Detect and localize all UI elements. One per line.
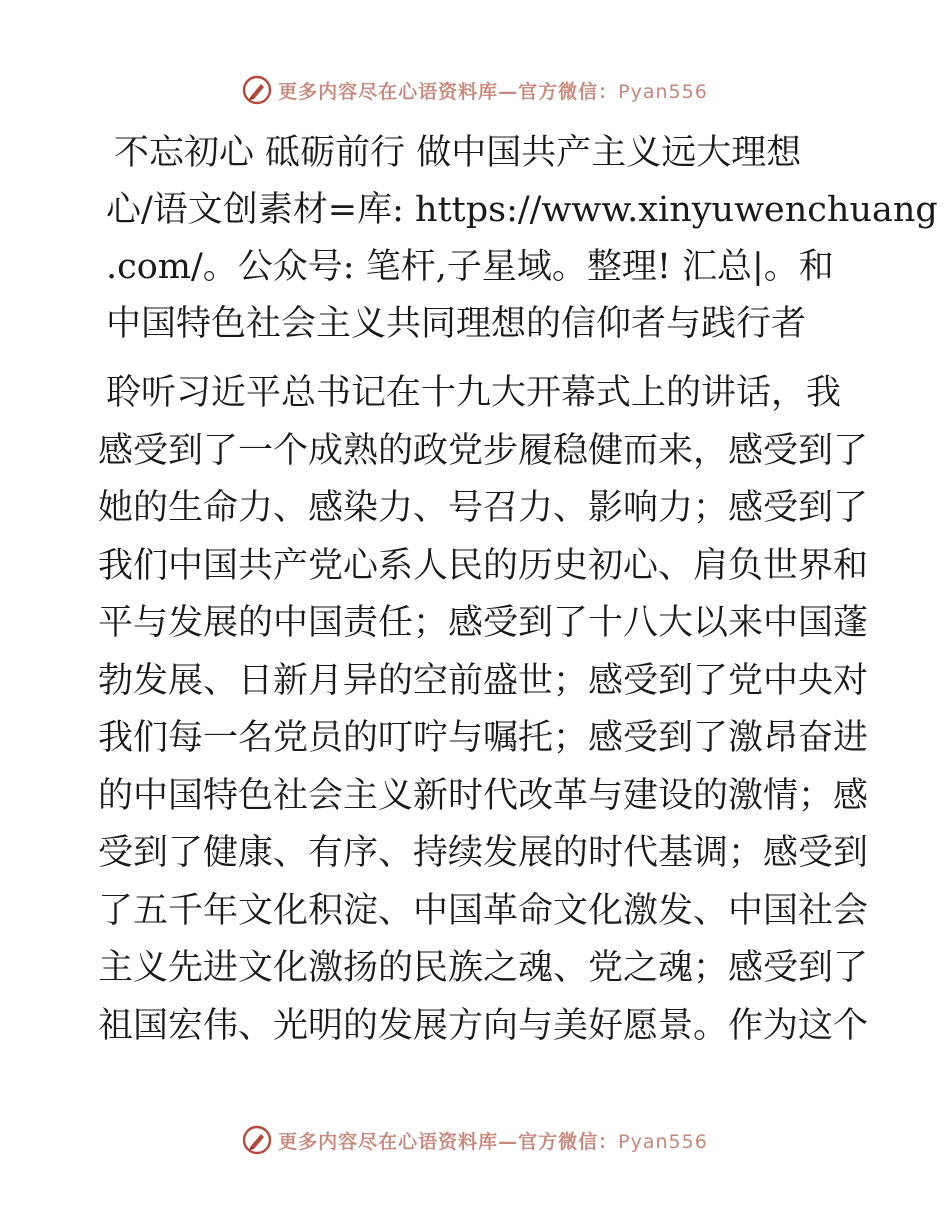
title-line: 中国特色社会主义共同理想的信仰者与践行者 (106, 304, 807, 344)
body-line: 她的生命力、感染力、号召力、影响力；感受到了 (98, 488, 869, 528)
document-title (98, 125, 938, 353)
title-line: 心/语文创素材=库: https://www.xinyuwenchuang (106, 190, 938, 230)
body-line: 祖国宏伟、光明的发展方向与美好愿景。作为这个 (98, 1005, 869, 1046)
body-line: 受到了健康、有序、持续发展的时代基调；感受到 (98, 833, 869, 873)
body-line: 勃发展、日新月异的空前盛世；感受到了党中央对 (98, 660, 869, 701)
watermark-text: 更多内容尽在心语资料库—官方微信：Pyan556 (278, 1130, 708, 1153)
document-body (98, 125, 938, 1055)
body-line: 聆听习近平总书记在十九大开幕式上的讲话，我 (106, 373, 842, 413)
body-line: 的中国特色社会主义新时代改革与建设的激情；感 (98, 775, 869, 816)
pen-logo-icon (242, 75, 272, 105)
header-watermark (0, 70, 950, 110)
footer-watermark (0, 1120, 950, 1160)
title-line: 不忘初心 砥砺前行 做中国共产主义远大理想 (114, 133, 802, 173)
body-line: 我们每一名党员的叮咛与嘱托；感受到了激昂奋进 (98, 718, 869, 758)
body-line: 平与发展的中国责任；感受到了十八大以来中国蓬 (98, 603, 869, 643)
body-line: 了五千年文化积淀、中国革命文化激发、中国社会 (98, 890, 869, 931)
body-line: 主义先进文化激扬的民族之魂、党之魂；感受到了 (98, 948, 869, 988)
watermark-text: 更多内容尽在心语资料库—官方微信：Pyan556 (278, 80, 708, 103)
body-paragraph (98, 365, 869, 1055)
body-line: 感受到了一个成熟的政党步履稳健而来，感受到了 (98, 430, 869, 471)
title-line: .com/。公众号: 笔杆,子星域。整理! 汇总|。和 (106, 247, 834, 287)
pen-logo-icon (242, 1125, 272, 1155)
body-line: 我们中国共产党心系人民的历史初心、肩负世界和 (98, 545, 869, 586)
